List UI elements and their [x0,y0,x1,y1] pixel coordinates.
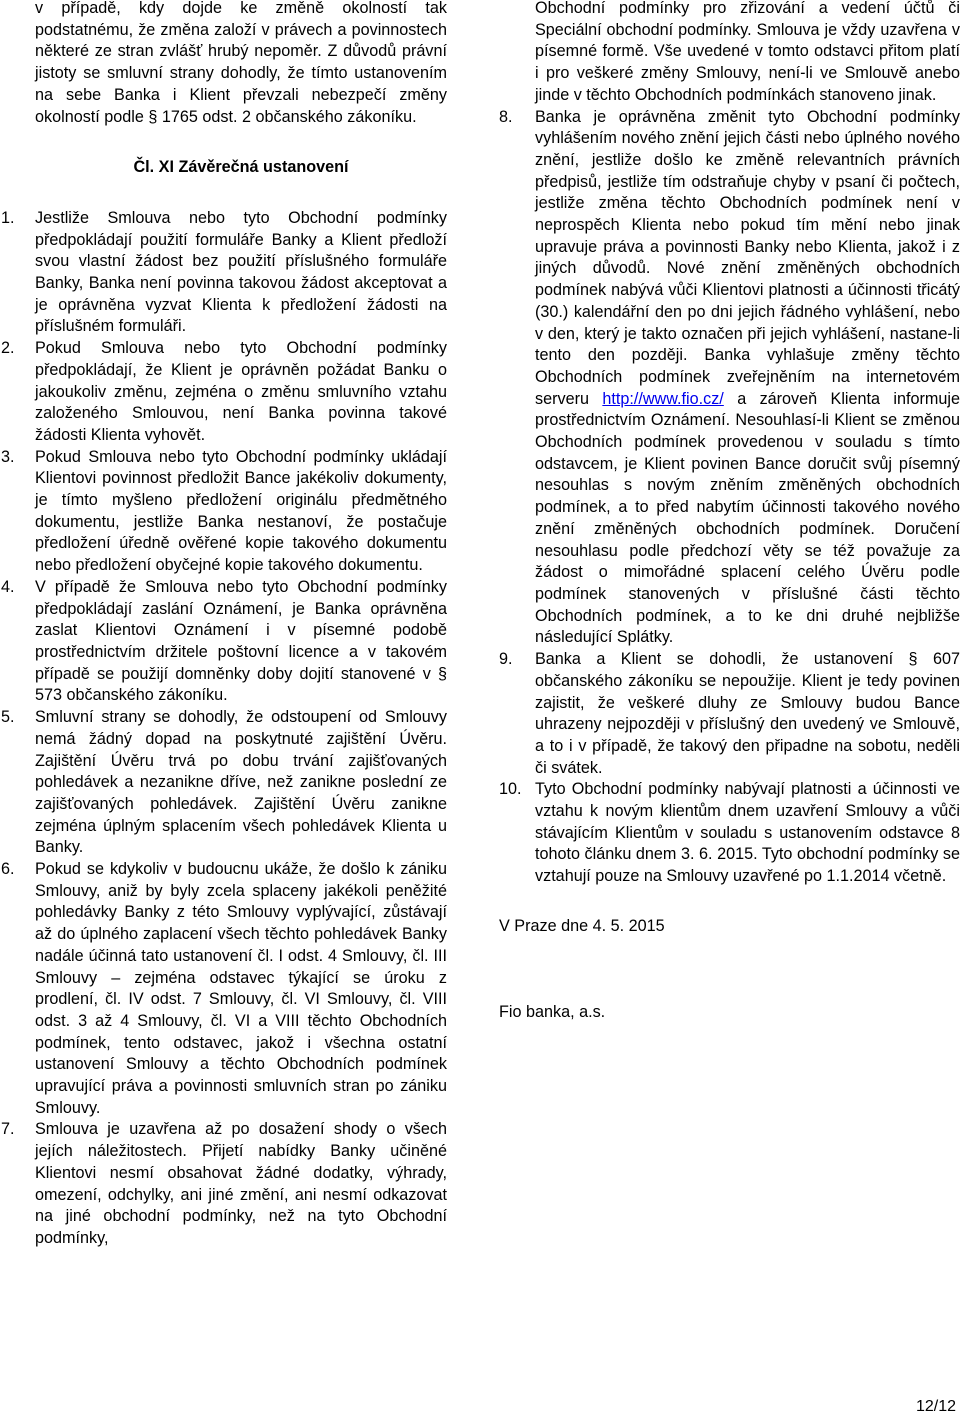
section-heading: Čl. XI Závěrečná ustanovení [133,158,349,177]
item-number: 8. [499,107,513,126]
item-text-part: a zároveň Klienta informuje prostřednictvím Oznámení. Nesouhlasí-li Klient se změnou Obchodních podmínek provedenou v souladu s tímto odstavcem, je Klient povinen Bance doručit svůj písemný nesouhlas s novým zněním změněných obchodních podmínek, a to před nabytím účinnosti takového nového znění změněných obchodních podmínek. Doručení nesouhlasu podle předchozí věty se též považuje za žádost o mimořádné splacení celého Úvěru podle podmínek stanovených v příslušné části těchto Obchodních podmínek, a to ke dni druhé nejbližše následující Splátky. [535,389,960,647]
item-number: 9. [499,650,513,669]
left-column [1,0,447,1250]
item-number: 10. [499,780,522,799]
item-text: Smlouva je uzavřena až po dosažení shody o všech jejích náležitostech. Přijetí nabídky Banky učiněné Klientovi nesmí obsahovat žádné dodatky, výhrady, omezení, odchylky, ani jiné změní, ani nesmí odkazovat na jiné obchodní podmínky, než na tyto Obchodní podmínky, [35,1120,447,1247]
list-item [1,208,447,338]
item-text: Tyto Obchodní podmínky nabývají platnosti a účinnosti ve vztahu k novým klientům dnem uzavření Smlouvy a vůči stávajícím Klientům v souladu s ustanovením odstavce 8 tohoto článku dnem 3. 6. 2015. Tyto obchodní podmínky se vztahují pouze na Smlouvy uzavřené po 1.1.2014 včetně. [535,780,960,886]
item-number: 3. [1,447,15,466]
right-column [499,0,960,1023]
item-text-part: Banka je oprávněna změnit tyto Obchodní podmínky vyhlášením nového znění jejich části nebo úplného nového znění, jestliže došlo ke změně relevantních právních předpisů, jestliže tím odstraňuje chyby v psaní či počtech, jestliže změna těchto Obchodních podmínek není v neprospěch Klienta nebo pokud tím mění nebo jinak upravuje práva a povinnosti Banky nebo Klienta, jakož i z jiných důvodů. Nové znění změněných obchodních podmínek nabývá vůči Klientovi platnosti a účinnosti třicátý (30.) kalendářní den po dni jejich řádného vyhlášení, nebo v den, který je takto označen při jejich vyhlášení, nastane-li tento den později. Banka vyhlašuje změny těchto Obchodních podmínek zveřejněním na internetovém serveru [535,107,960,408]
list-item [499,649,960,779]
list-item [1,859,447,1119]
item-number: 5. [1,708,15,727]
list-item [1,338,447,447]
continued-paragraph: Obchodní podmínky pro zřizování a vedení účtů či Speciální obchodní podmínky. Smlouva je vždy uzavřena v písemné formě. Vše uvedené v tomto odstavci přitom platí i pro veškeré změny Smlouvy, není-li ve Smlouvě anebo jinde v těchto Obchodních podmínkách stanoveno jinak. [535,0,960,104]
place-date: V Praze dne 4. 5. 2015 [499,916,665,935]
list-item [499,779,960,888]
item-text: Pokud se kdykoliv v budoucnu ukáže, že došlo k zániku Smlouvy, aniž by byly zcela splaceny jakékoli peněžité pohledávky Banky z této Smlouvy vyplývající, zůstávají až do úplného zaplacení všech těchto pohledávek Banky nadále účinná tato ustanovení čl. I odst. 4 Smlouvy, čl. III Smlouvy – zejména odstavec týkající se úroku z prodlení, čl. IV odst. 7 Smlouvy, čl. VI Smlouvy, čl. VIII odst. 3 až 4 Smlouvy, čl. VI a VIII těchto Obchodních podmínek, tento odstavec, jakož i všechna ostatní ustanovení Smlouvy a těchto Obchodních podmínek upravující práva a povinnosti smluvních stran po zániku Smlouvy. [35,860,447,1117]
item-text: Pokud Smlouva nebo tyto Obchodní podmínky ukládají Klientovi povinnost předložit Bance jakékoliv dokumenty, je tímto myšleno předložení originálu předmětného dokumentu, jestliže Banka nestanoví, že postačuje předložení úředně ověřené kopie takového dokumentu nebo předložení obyčejné kopie takového dokumentu. [35,447,447,575]
item-number: 2. [1,339,15,358]
item-text: Pokud Smlouva nebo tyto Obchodní podmínky předpokládají, že Klient je oprávněn požádat Banku o jakoukoliv změnu, zejména o změnu smluvního vztahu založeného Smlouvou, není Banka povinna takové žádosti Klienta vyhovět. [35,339,447,444]
fio-website-link[interactable]: http://www.fio.cz/ [602,389,724,408]
intro-paragraph: v případě, kdy dojde ke změně okolností tak podstatnému, že změna založí v právech a povinnostech některé ze stran zvlášť hrubý nepoměr. Z důvodů právní jistoty se smluvní strany dohodly, že tímto ustanovením na sebe Banka i Klient převzali nebezpečí změny okolností podle § 1765 odst. 2 občanského zákoníku. [35,0,447,126]
list-item [1,577,447,707]
item-number: 4. [1,577,15,596]
list-item [1,1119,447,1249]
list-item [499,107,960,650]
list-item [1,447,447,577]
item-number: 7. [1,1120,15,1139]
item-text: V případě že Smlouva nebo tyto Obchodní podmínky předpokládají zaslání Oznámení, je Banka oprávněna zaslat Klientovi Oznámení i v písemné podobě prostřednictvím držitele poštovní licence a v takovém případě se použijí domněnky doby dojití stanovené v § 573 občanského zákoníku. [35,577,447,705]
item-text: Banka a Klient se dohodli, že ustanovení § 607 občanského zákoníku se nepoužije. Klient je tedy povinen zajistit, že veškeré dluhy ze Smlouvy budou Bance uhrazeny nejpozději v příslušný den uvedený ve Smlouvě, a to i v případě, že takový den připadne na sobotu, neděli či svátek. [535,650,960,777]
item-number: 1. [1,208,15,227]
item-text: Smluvní strany se dohodly, že odstoupení od Smlouvy nemá žádný dopad na poskytnuté zajištění Úvěru. Zajištění Úvěru trvá po dobu trvání zajišťovaných pohledávek a nezanikne dříve, než zanikne poslední ze zajišťovaných pohledávek. Zajištění Úvěru zanikne zejména úplným splacením všech pohledávek Klienta u Banky. [35,708,447,857]
signature-bank-name: Fio banka, a.s. [499,1002,606,1021]
list-item [1,707,447,859]
page-number: 12/12 [915,1398,956,1416]
item-number: 6. [1,860,15,879]
item-text: Jestliže Smlouva nebo tyto Obchodní podmínky předpokládají použití formuláře Banky a Klient předloží svou vlastní žádost bez použití příslušného formuláře Banky, Banka není povinna takovou žádost akceptovat a je oprávněna vyzvat Klienta k předložení žádosti na příslušném formuláři. [35,208,447,336]
item-text [535,107,960,650]
